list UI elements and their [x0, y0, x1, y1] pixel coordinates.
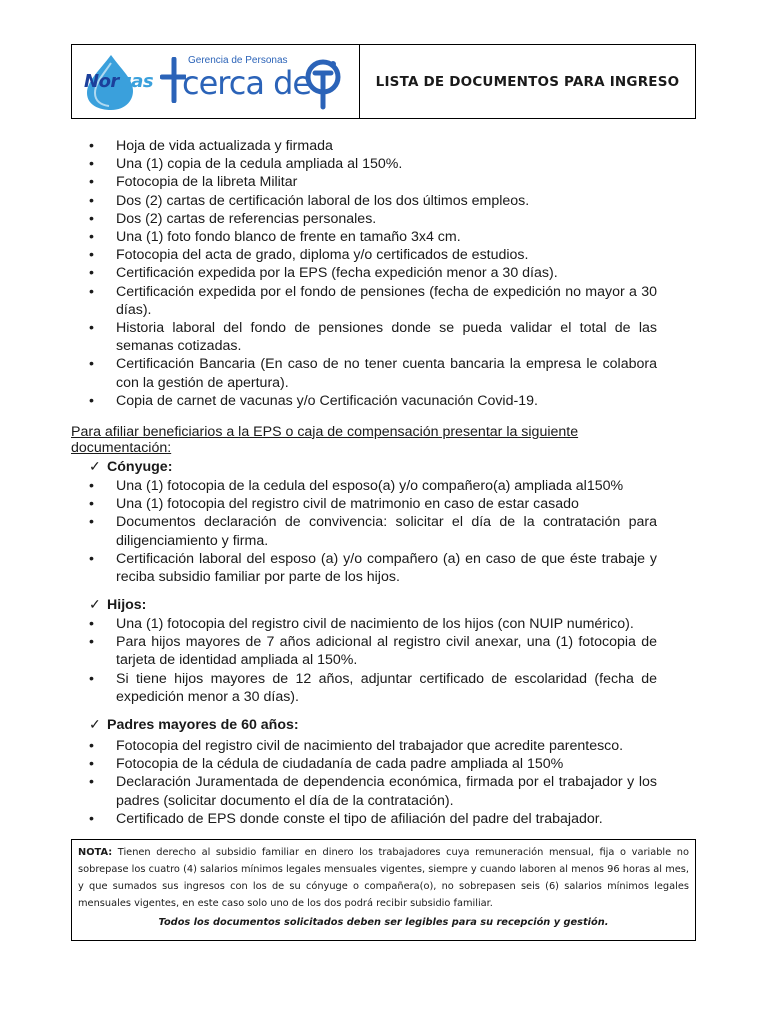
parents-heading-label: Padres mayores de 60 años:: [107, 717, 299, 733]
check-icon: ✓: [89, 597, 101, 613]
note-label: NOTA:: [78, 847, 113, 858]
list-item: • Certificado de EPS donde conste el tipo de afiliación del padre del trabajador.: [97, 810, 657, 828]
spouse-heading: [89, 459, 172, 475]
note-footer: Todos los documentos solicitados deben ser legibles para su recepción y gestión.: [158, 917, 609, 928]
spouse-list: [97, 477, 657, 586]
list-item: • Fotocopia del registro civil de nacimiento del trabajador que acredite parentesco.: [97, 737, 657, 755]
spouse-heading-label: Cónyuge:: [107, 459, 173, 475]
logo-area: [72, 45, 360, 118]
main-documents-list: [97, 137, 657, 410]
check-icon: ✓: [89, 717, 101, 733]
children-list: [97, 615, 657, 706]
list-item: • Una (1) fotocopia del registro civil de nacimiento de los hijos (con NUIP numérico).: [97, 615, 657, 633]
document-header: [71, 44, 696, 119]
check-icon: ✓: [89, 459, 101, 475]
page-title: LISTA DE DOCUMENTOS PARA INGRESO: [375, 73, 680, 90]
children-heading-label: Hijos:: [107, 597, 147, 613]
parents-heading: [89, 717, 299, 733]
list-item: • Una (1) fotocopia de la cedula del esposo(a) y/o compañero(a) ampliada al150%: [97, 477, 657, 495]
logo-cerca-text: cerca de: [182, 64, 312, 102]
list-item: • Dos (2) cartas de certificación laboral de los dos últimos empleos.: [97, 192, 657, 210]
list-item: • Fotocopia de la libreta Militar: [97, 173, 657, 191]
list-item: • Una (1) fotocopia del registro civil de matrimonio en caso de estar casado: [97, 495, 657, 513]
ti-logo-icon: [300, 57, 346, 111]
list-item: • Fotocopia del acta de grado, diploma y/o certificados de estudios.: [97, 246, 657, 264]
list-item: • Certificación Bancaria (En caso de no tener cuenta bancaria la empresa le colabora con la gestión de apertura).: [97, 355, 657, 391]
note-box: [71, 839, 696, 941]
list-item: • Certificación laboral del esposo (a) y/o compañero (a) en caso de que éste trabaje y reciba subsidio familiar por parte de los hijos.: [97, 550, 657, 586]
list-item: • Una (1) foto fondo blanco de frente en tamaño 3x4 cm.: [97, 228, 657, 246]
norgas-logo-text: Norgas: [84, 71, 154, 92]
list-item: • Fotocopia de la cédula de ciudadanía de cada padre ampliada al 150%: [97, 755, 657, 773]
parents-list: [97, 737, 657, 828]
list-item: • Certificación expedida por el fondo de pensiones (fecha de expedición no mayor a 30 días).: [97, 283, 657, 319]
beneficiaries-heading: Para afiliar beneficiarios a la EPS o caja de compensación presentar la siguiente documentación:: [71, 424, 579, 456]
list-item: • Hoja de vida actualizada y firmada: [97, 137, 657, 155]
list-item: • Historia laboral del fondo de pensiones donde se pueda validar el total de las semanas cotizadas.: [97, 319, 657, 355]
list-item: • Dos (2) cartas de referencias personales.: [97, 210, 657, 228]
logo-subtitle: Gerencia de Personas: [188, 55, 288, 66]
list-item: • Una (1) copia de la cedula ampliada al 150%.: [97, 155, 657, 173]
list-item: • Para hijos mayores de 7 años adicional al registro civil anexar, una (1) fotocopia de tarjeta de identidad ampliada al 150%.: [97, 633, 657, 669]
list-item: • Certificación expedida por la EPS (fecha expedición menor a 30 días).: [97, 264, 657, 282]
list-item: • Documentos declaración de convivencia: solicitar el día de la contratación para diligenciamiento y firma.: [97, 513, 657, 549]
list-item: • Si tiene hijos mayores de 12 años, adjuntar certificado de escolaridad (fecha de expedición menor a 30 días).: [97, 670, 657, 706]
note-text: [78, 844, 689, 912]
note-body: Tienen derecho al subsidio familiar en dinero los trabajadores cuya remuneración mensual, fija o variable no sobrepase los cuatro (4) salarios mínimos legales mensuales vigentes, siempre y cuando laboren al menos 96 horas al mes, y que sumados sus ingresos con los de su cónyuge o compañera(o), no sobrepasen seis (6) salarios mínimos legales mensuales vigentes, en este caso solo uno de los dos podrá recibir subsidio familiar.: [78, 847, 689, 909]
list-item: • Declaración Juramentada de dependencia económica, firmada por el trabajador y los padres (solicitar documento el día de la contratación).: [97, 773, 657, 809]
list-item: • Copia de carnet de vacunas y/o Certificación vacunación Covid-19.: [97, 392, 657, 410]
children-heading: [89, 597, 146, 613]
